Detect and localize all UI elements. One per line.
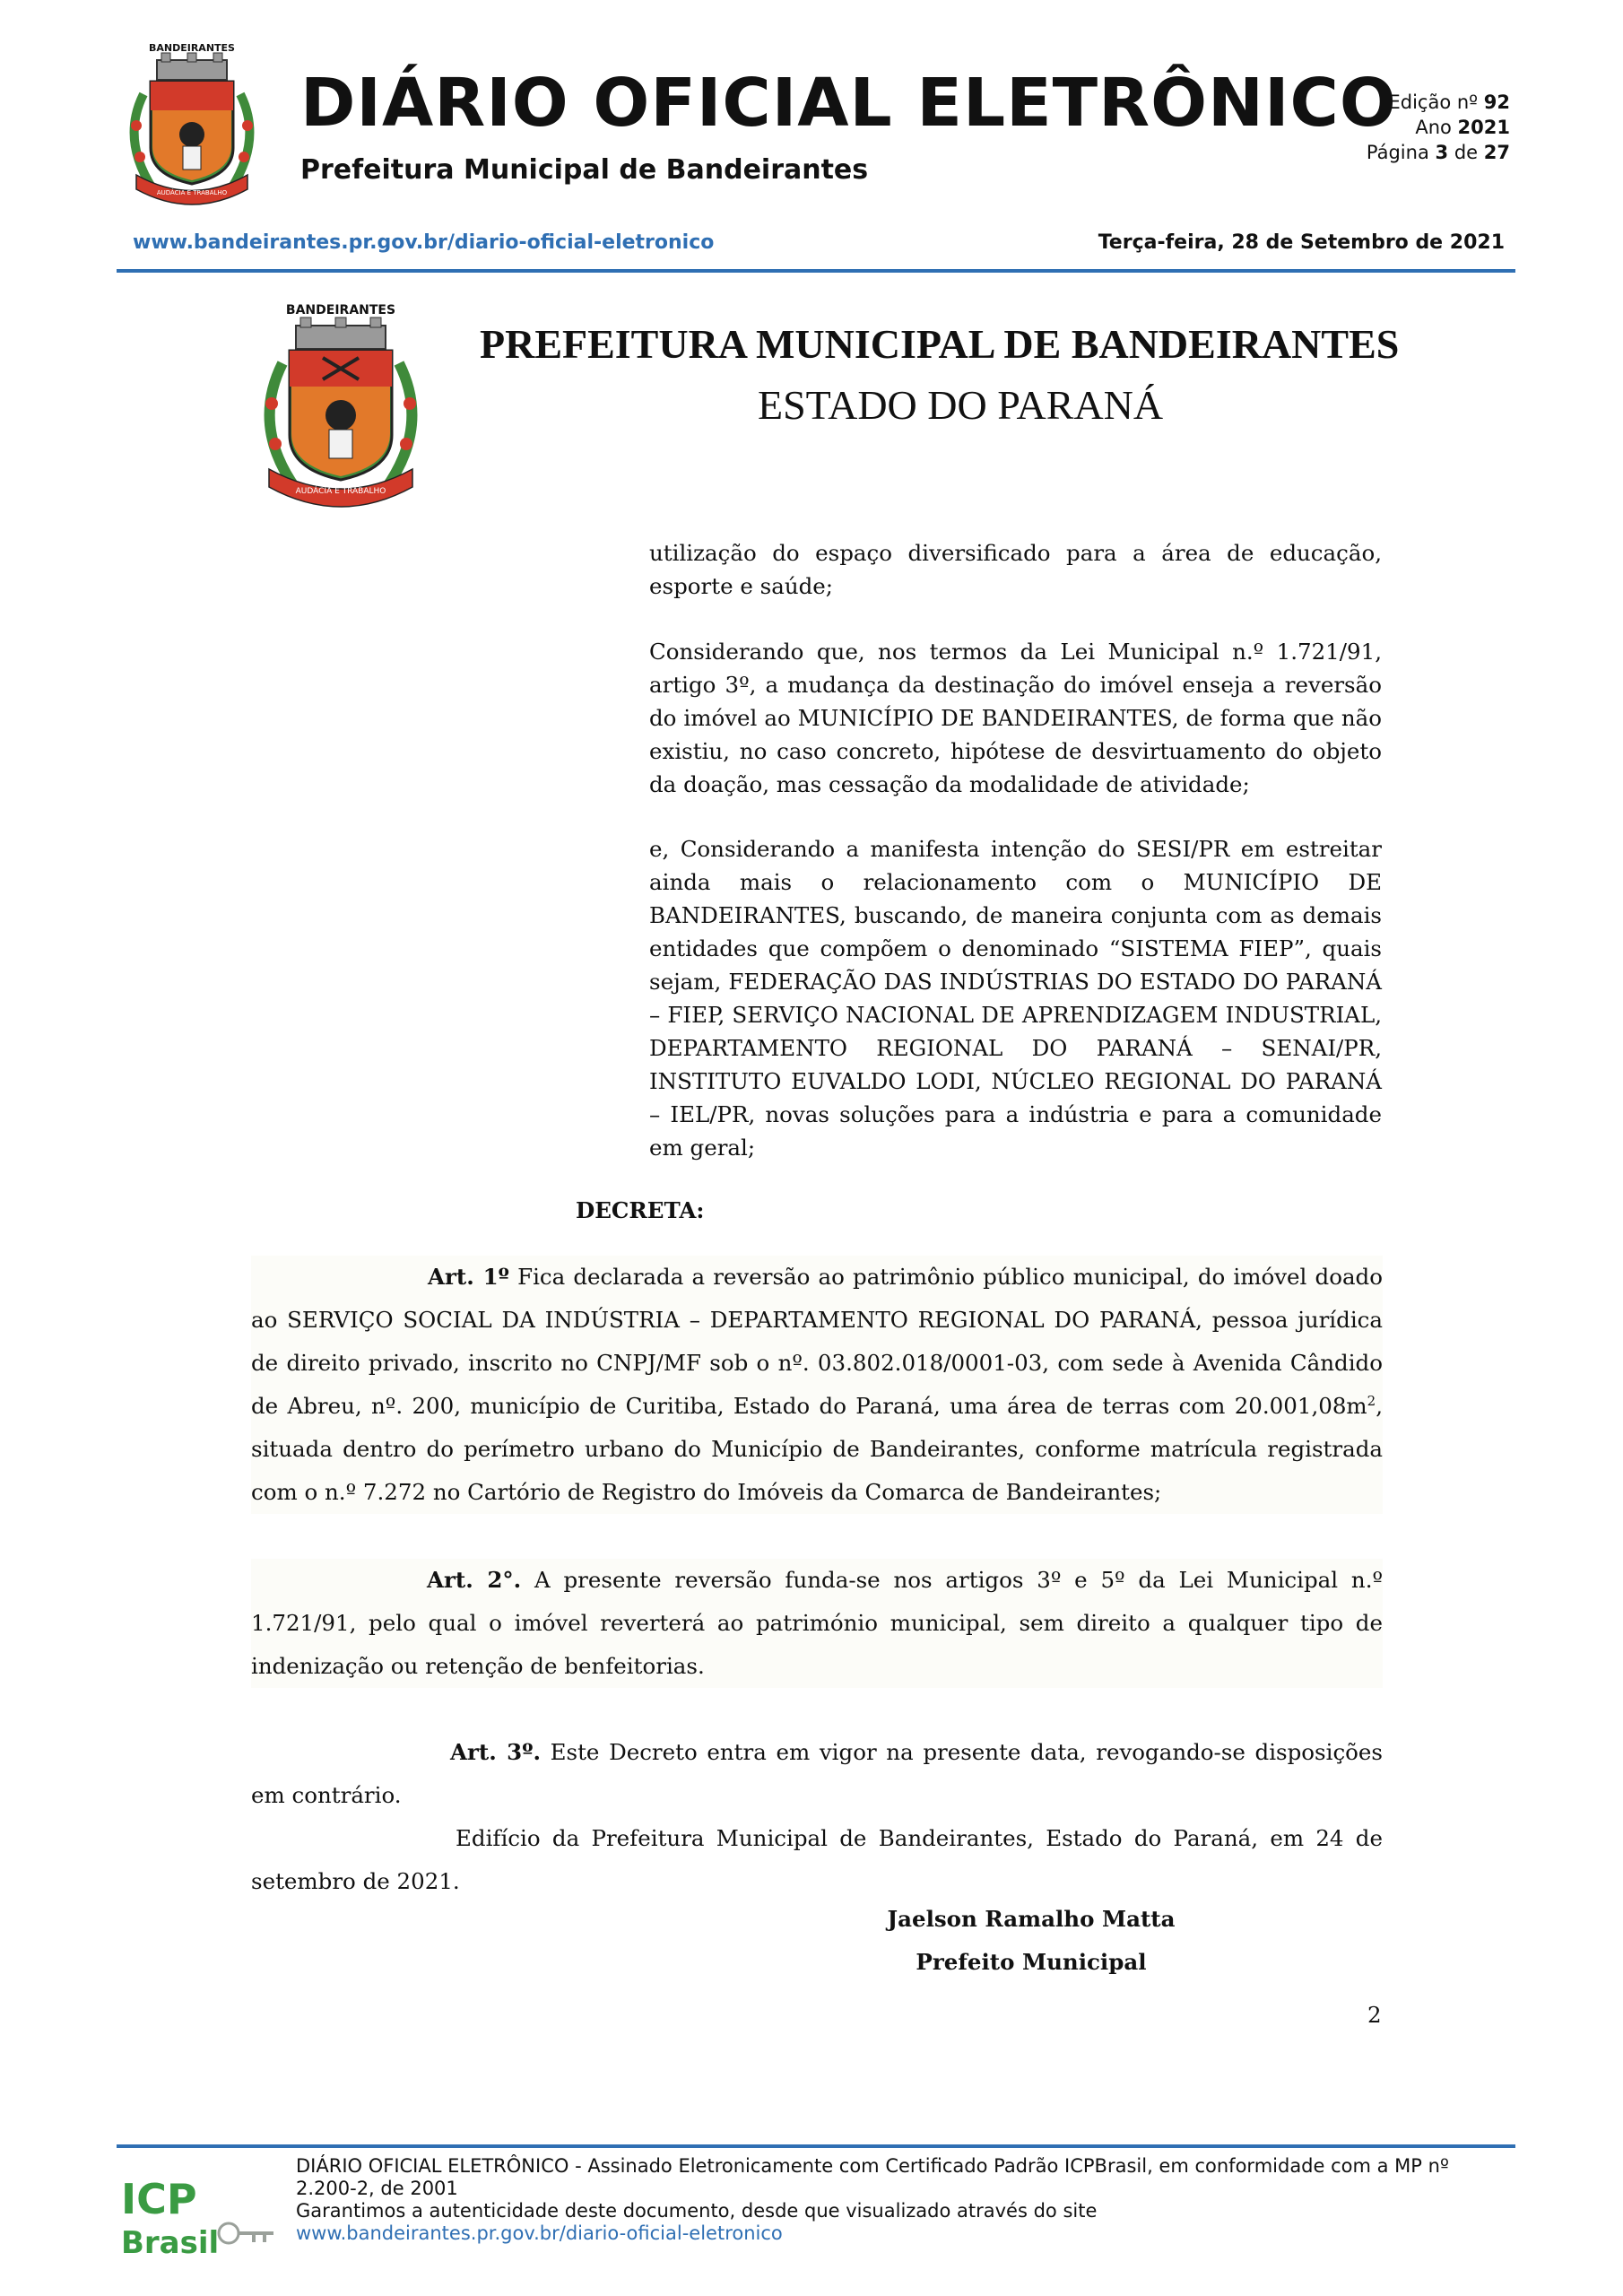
article-1-superscript: 2 — [1367, 1392, 1376, 1409]
letterhead-title: PREFEITURA MUNICIPAL DE BANDEIRANTES — [480, 321, 1400, 367]
edition-number: 92 — [1483, 91, 1510, 113]
crest-motto: AUDÁCIA E TRABALHO — [156, 189, 228, 196]
crest-label: BANDEIRANTES — [149, 42, 235, 54]
icp-logo-top: ICP — [121, 2175, 197, 2223]
footer-line-2: 2.200-2, de 2001 — [296, 2178, 458, 2199]
article-1-text-b: , situada dentro do perímetro urbano do Município de Bandeirantes, conforme matrícula registrada com o n.º 7.272 no Cartório de Registro do Imóveis da Comarca de Bandeirantes; — [251, 1393, 1383, 1505]
closing-text: Edifício da Prefeitura Municipal de Bandeirantes, Estado do Paraná, em 24 de setembro de 2021. — [251, 1825, 1383, 1894]
header-divider — [117, 269, 1515, 273]
closing-paragraph — [251, 1817, 1383, 1903]
considerandum-2-text: Considerando que, nos termos da Lei Municipal n.º 1.721/91, artigo 3º, a mudança da destinação do imóvel enseja a reversão do imóvel ao MUNICÍPIO DE BANDEIRANTES, de forma que não existiu, no caso concreto, hipótese de desvirtuamento do objeto da doação, mas cessação da modalidade de atividade; — [649, 639, 1382, 797]
considerandum-1-text: utilização do espaço diversificado para a área de educação, esporte e saúde; — [649, 540, 1382, 599]
page-label: Página — [1366, 142, 1429, 163]
letterhead-crest-motto: AUDÁCIA E TRABALHO — [295, 487, 386, 496]
gazette-website-link[interactable]: www.bandeirantes.pr.gov.br/diario-oficial-eletronico — [133, 231, 715, 254]
icp-brasil-logo — [119, 2170, 276, 2265]
considerandum-3-text: e, Considerando a manifesta intenção do SESI/PR em estreitar ainda mais o relacionamento com o MUNICÍPIO DE BANDEIRANTES, buscando, de maneira conjunta com as demais entidades que compõem o denominado “SISTEMA FIEP”, quais sejam, FEDERAÇÃO DAS INDÚSTRIAS DO ESTADO DO PARANÁ – FIEP, SERVIÇO NACIONAL DE APRENDIZAGEM INDUSTRIAL, DEPARTAMENTO REGIONAL DO PARANÁ – SENAI/PR, INSTITUTO EUVALDO LODI, NÚCLEO REGIONAL DO PARANÁ – IEL/PR, novas soluções para a indústria e para a comunidade em geral; — [649, 836, 1382, 1161]
footer-line-1: DIÁRIO OFICIAL ELETRÔNICO - Assinado Eletronicamente com Certificado Padrão ICPBrasil, em conformidade com a MP nº — [296, 2155, 1449, 2177]
year-line — [1367, 115, 1510, 140]
footer-line-3: Garantimos a autenticidade deste documento, desde que visualizado através do site — [296, 2200, 1098, 2222]
page-total: 27 — [1483, 142, 1510, 163]
gazette-title: DIÁRIO OFICIAL ELETRÔNICO — [300, 65, 1397, 142]
edition-info — [1367, 90, 1510, 165]
letterhead-coat-of-arms — [247, 300, 435, 511]
icp-logo-bottom: Brasil — [121, 2225, 220, 2261]
considerandum-1 — [649, 536, 1382, 603]
key-icon — [219, 2223, 273, 2243]
edition-label: Edição nº — [1388, 91, 1479, 113]
considerandum-3 — [649, 832, 1382, 1164]
letterhead-crest-label: BANDEIRANTES — [285, 303, 396, 317]
signer-name: Jaelson Ramalho Matta — [887, 1906, 1176, 1932]
year-value: 2021 — [1457, 117, 1510, 138]
article-1 — [251, 1256, 1383, 1514]
edition-line — [1367, 90, 1510, 115]
footer-notice — [296, 2155, 1480, 2245]
year-label: Ano — [1415, 117, 1452, 138]
page-value: 3 — [1435, 142, 1449, 163]
article-2 — [251, 1559, 1383, 1688]
publication-date: Terça-feira, 28 de Setembro de 2021 — [1098, 231, 1505, 254]
page-line — [1367, 140, 1510, 165]
article-3 — [251, 1731, 1383, 1817]
article-2-label: Art. 2°. — [427, 1567, 522, 1593]
letterhead-state: ESTADO DO PARANÁ — [758, 382, 1164, 428]
article-1-text-a: Fica declarada a reversão ao patrimônio público municipal, do imóvel doado ao SERVIÇO SOCIAL DA INDÚSTRIA – DEPARTAMENTO REGIONAL DO PARANÁ, pessoa jurídica de direito privado, inscrito no CNPJ/MF sob o nº. 03.802.018/0001-03, com sede à Avenida Cândido de Abreu, nº. 200, município de Curitiba, Estado do Paraná, uma área de terras com 20.001,08m — [251, 1264, 1383, 1419]
page-of-label: de — [1454, 142, 1479, 163]
footer-divider — [117, 2144, 1515, 2148]
gazette-subtitle: Prefeitura Municipal de Bandeirantes — [300, 154, 869, 186]
article-3-text: Este Decreto entra em vigor na presente data, revogando-se disposições em contrário. — [251, 1739, 1384, 1808]
footer-website-link[interactable]: www.bandeirantes.pr.gov.br/diario-oficial-eletronico — [296, 2222, 783, 2244]
bandeirantes-coat-of-arms — [117, 40, 267, 211]
article-1-label: Art. 1º — [428, 1264, 509, 1290]
article-3-label: Art. 3º. — [450, 1739, 541, 1765]
document-page-number: 2 — [1367, 2002, 1382, 2028]
considerandum-2 — [649, 635, 1382, 801]
signer-role: Prefeito Municipal — [916, 1949, 1147, 1975]
decreta-heading: DECRETA: — [576, 1197, 705, 1223]
article-2-text: A presente reversão funda-se nos artigos 3º e 5º da Lei Municipal n.º 1.721/91, pelo qual o imóvel reverterá ao património municipal, sem direito a qualquer tipo de indenização ou retenção de benfeitorias. — [251, 1567, 1383, 1679]
